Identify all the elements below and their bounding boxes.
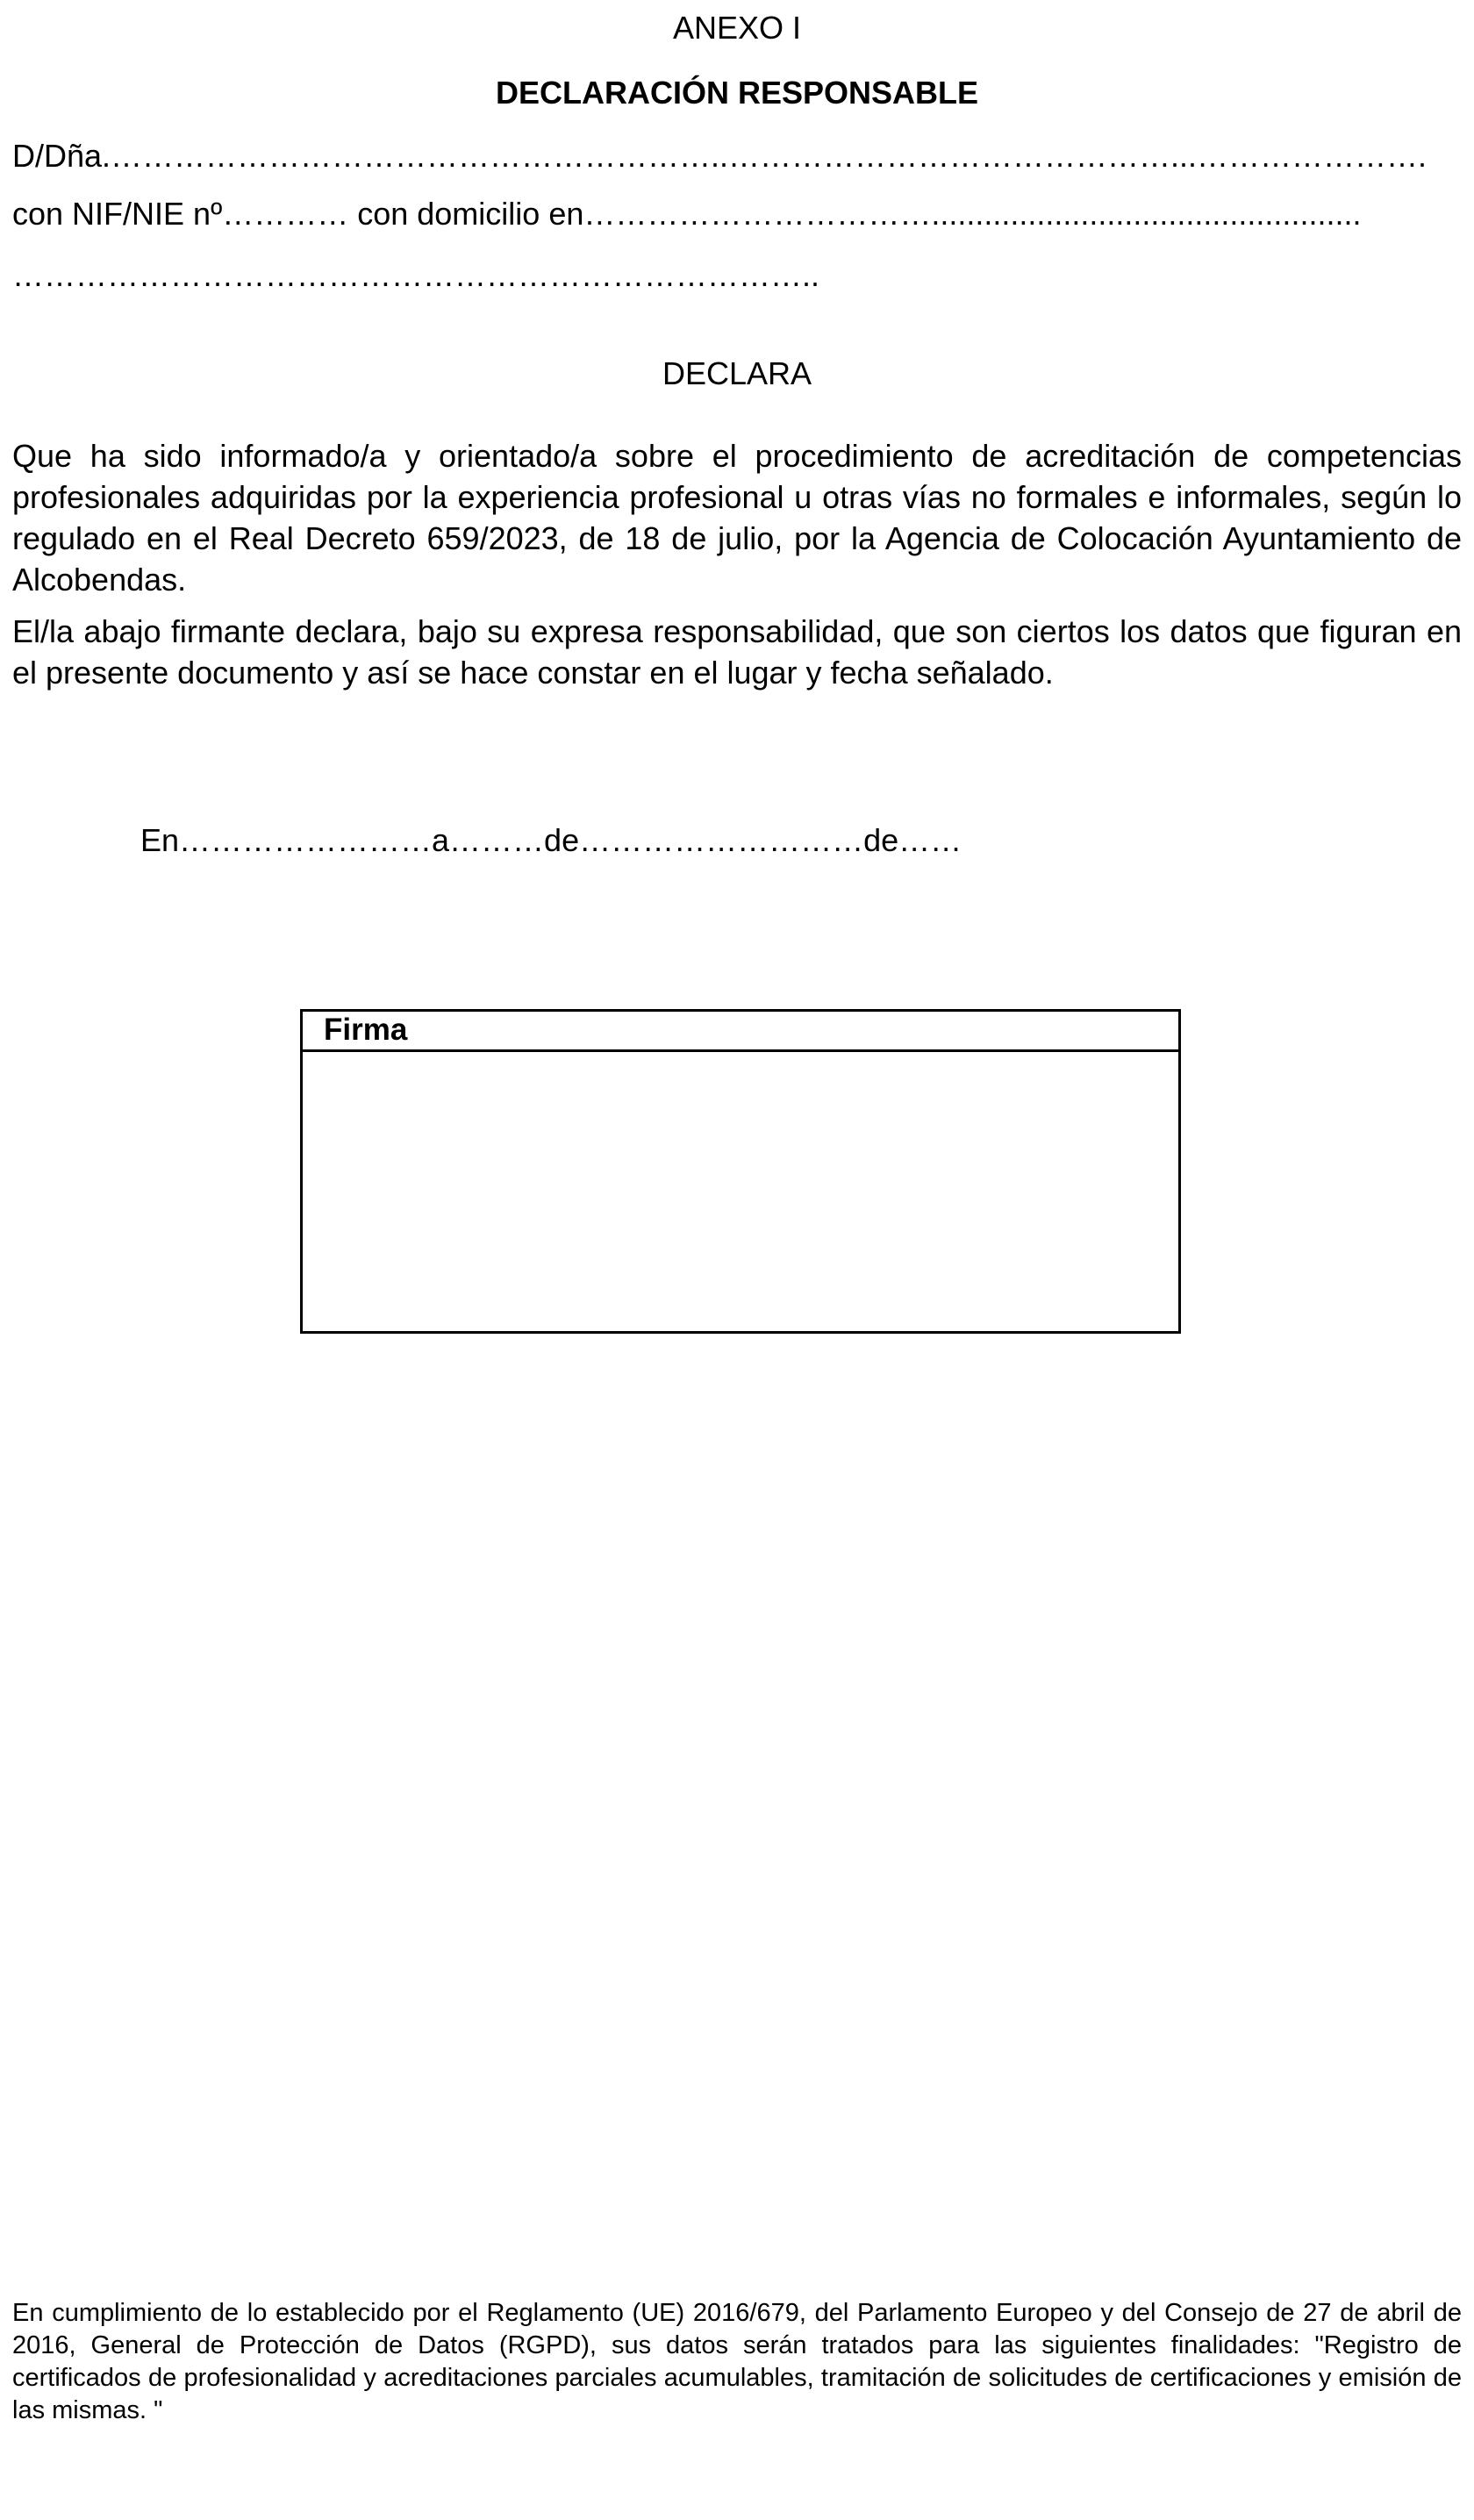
signature-label: Firma [303, 1012, 1178, 1052]
annex-title: ANEXO I [672, 10, 802, 46]
address-continuation-line[interactable]: ………………………………………………………………….. [12, 257, 820, 293]
declaration-paragraph-responsibility: El/la abajo firmante declara, bajo su expresa responsabilidad, que son ciertos los datos que figuran en el presente documento y así se hace constar en el lugar y fecha señalado. [12, 613, 1462, 691]
signature-box [300, 1009, 1181, 1334]
place-date-line[interactable]: En……………………a………de………………………de…… [140, 822, 962, 858]
signature-area[interactable] [303, 1052, 1178, 1331]
declaration-title: DECLARACIÓN RESPONSABLE [495, 75, 979, 111]
privacy-notice: En cumplimiento de lo establecido por el Reglamento (UE) 2016/679, del Parlamento Europeo y del Consejo de 27 de abril de 2016, General de Protección de Datos (RGPD), sus datos serán tratados para las siguientes finalidades: "Registro de certificados de profesionalidad y acreditaciones parciales acumulables, tramitación de solicitudes de certificaciones y emisión de las mismas. " [12, 2299, 1462, 2424]
nif-address-field-line[interactable]: con NIF/NIE nº………… con domicilio en……………………………................................................. [12, 196, 1362, 232]
declaration-paragraph-info: Que ha sido informado/a y orientado/a sobre el procedimiento de acreditación de competencias profesionales adquiridas por la experiencia profesional u otras vías no formales e informales, según lo regulado en el Real Decreto 659/2023, de 18 de julio, por la Agencia de Colocación Ayuntamiento de Alcobendas. [12, 438, 1462, 598]
declara-heading: DECLARA [662, 355, 812, 391]
name-field-line[interactable]: D/Dña.…………………………………………………..……………………………………...…………………. [12, 138, 1427, 174]
